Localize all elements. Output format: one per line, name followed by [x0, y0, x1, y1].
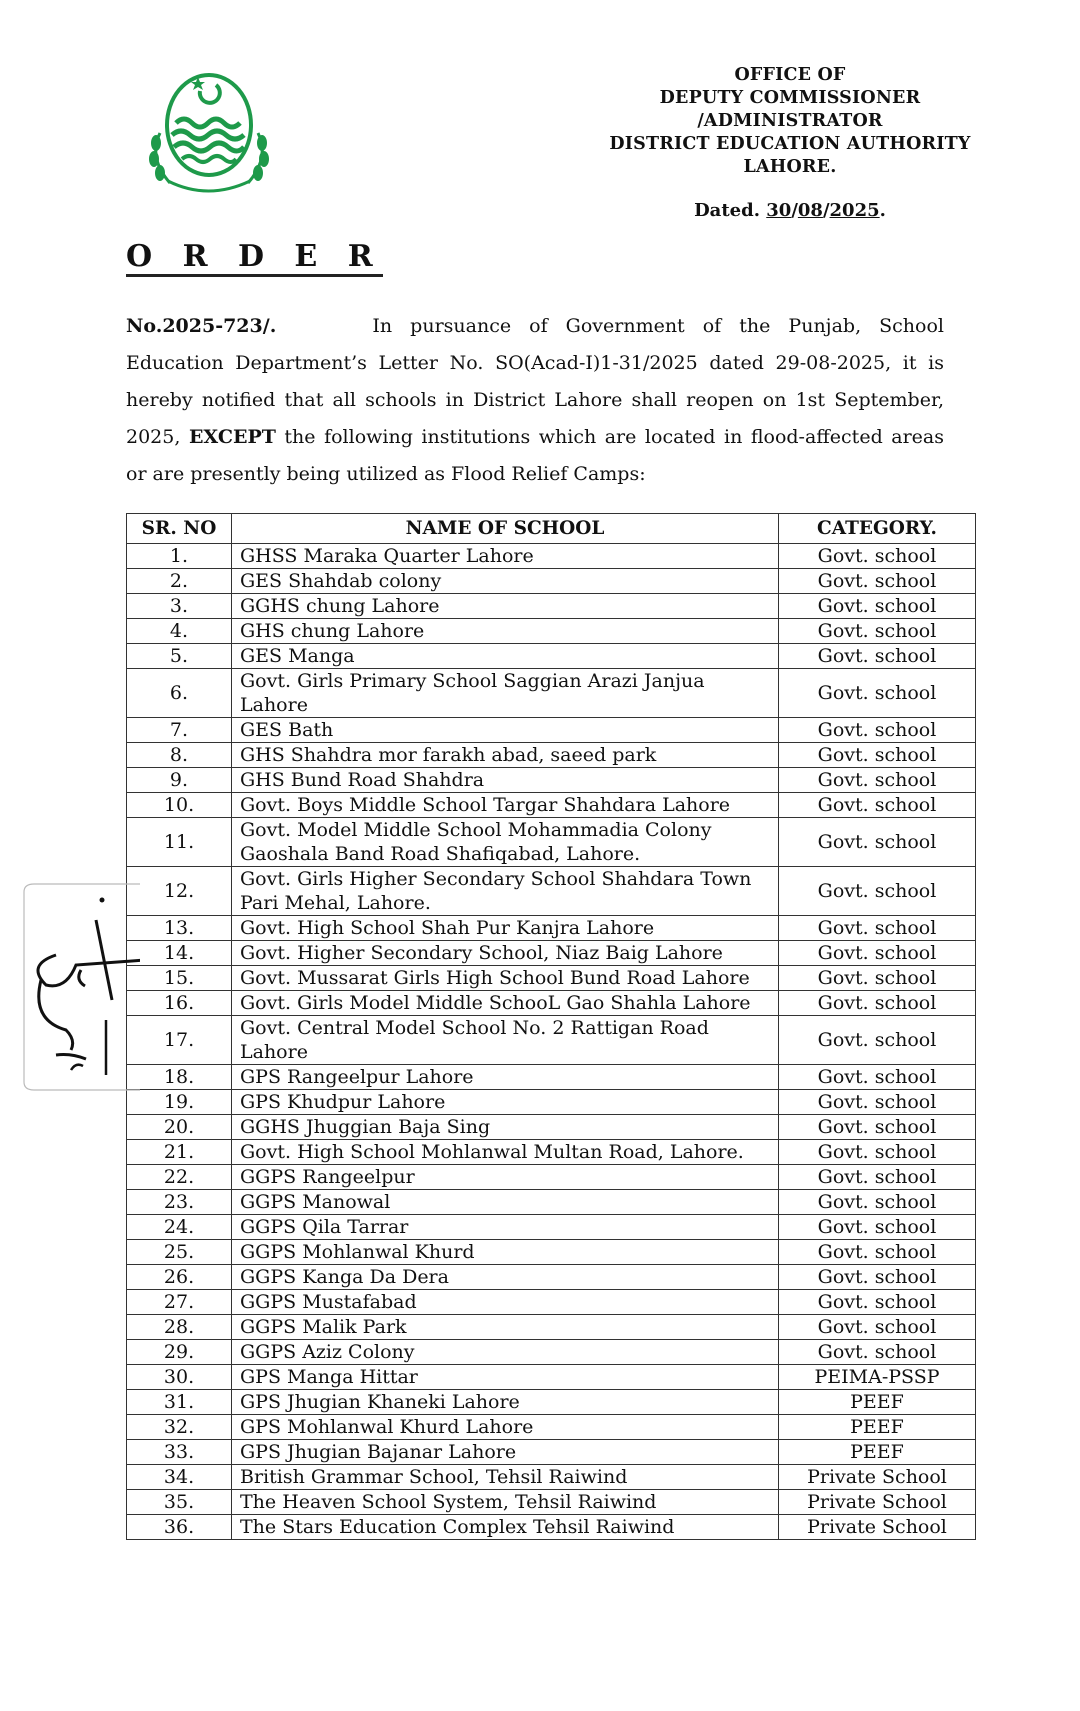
row-school-name: GES Bath: [232, 718, 779, 743]
row-school-name: GPS Manga Hittar: [232, 1365, 779, 1390]
row-sr-no: 24.: [127, 1215, 232, 1240]
table-row: [127, 1090, 976, 1115]
row-school-name: GES Shahdab colony: [232, 569, 779, 594]
row-school-name: GPS Jhugian Khaneki Lahore: [232, 1390, 779, 1415]
office-line: /ADMINISTRATOR: [697, 111, 883, 131]
table-row: [127, 594, 976, 619]
table-row: [127, 1190, 976, 1215]
row-school-name: Govt. High School Shah Pur Kanjra Lahore: [232, 916, 779, 941]
row-category: Govt. school: [779, 669, 976, 718]
row-school-name: British Grammar School, Tehsil Raiwind: [232, 1465, 779, 1490]
row-school-name: Govt. Girls Model Middle SchooL Gao Shahla Lahore: [232, 991, 779, 1016]
row-sr-no: 30.: [127, 1365, 232, 1390]
table-row: [127, 941, 976, 966]
row-category: Govt. school: [779, 1190, 976, 1215]
row-school-name: GPS Khudpur Lahore: [232, 1090, 779, 1115]
row-category: Private School: [779, 1490, 976, 1515]
row-school-name: GGPS Kanga Da Dera: [232, 1265, 779, 1290]
office-line: DEPUTY COMMISSIONER: [659, 88, 921, 108]
row-category: Govt. school: [779, 1265, 976, 1290]
row-sr-no: 3.: [127, 594, 232, 619]
table-row: [127, 1115, 976, 1140]
row-sr-no: 5.: [127, 644, 232, 669]
row-category: Govt. school: [779, 916, 976, 941]
row-school-name: Govt. Boys Middle School Targar Shahdara Lahore: [232, 793, 779, 818]
table-row: [127, 619, 976, 644]
table-row: [127, 1240, 976, 1265]
row-sr-no: 26.: [127, 1265, 232, 1290]
row-sr-no: 20.: [127, 1115, 232, 1140]
row-school-name: GGPS Qila Tarrar: [232, 1215, 779, 1240]
row-category: Govt. school: [779, 1315, 976, 1340]
row-sr-no: 29.: [127, 1340, 232, 1365]
emblem-icon: [138, 63, 281, 200]
row-category: Govt. school: [779, 1115, 976, 1140]
row-school-name: Govt. Central Model School No. 2 Rattigan Road Lahore: [232, 1016, 779, 1065]
row-school-name: GPS Mohlanwal Khurd Lahore: [232, 1415, 779, 1440]
order-body: [126, 308, 944, 493]
table-row: [127, 1490, 976, 1515]
table-row: [127, 1415, 976, 1440]
row-category: PEEF: [779, 1390, 976, 1415]
row-sr-no: 11.: [127, 818, 232, 867]
table-row: [127, 793, 976, 818]
table-row: [127, 669, 976, 718]
row-sr-no: 17.: [127, 1016, 232, 1065]
header-category: CATEGORY.: [779, 514, 976, 544]
row-category: Govt. school: [779, 768, 976, 793]
row-sr-no: 31.: [127, 1390, 232, 1415]
row-category: Govt. school: [779, 594, 976, 619]
row-sr-no: 2.: [127, 569, 232, 594]
table-row: [127, 1515, 976, 1540]
row-category: Govt. school: [779, 644, 976, 669]
body-emphasis: EXCEPT: [188, 426, 276, 448]
row-sr-no: 25.: [127, 1240, 232, 1265]
row-sr-no: 12.: [127, 867, 232, 916]
table-row: [127, 1315, 976, 1340]
row-sr-no: 28.: [127, 1315, 232, 1340]
row-sr-no: 21.: [127, 1140, 232, 1165]
row-category: Govt. school: [779, 1340, 976, 1365]
row-school-name: GHS chung Lahore: [232, 619, 779, 644]
punjab-emblem-logo: [138, 63, 281, 200]
row-category: Govt. school: [779, 1240, 976, 1265]
row-school-name: GGPS Aziz Colony: [232, 1340, 779, 1365]
row-school-name: GHSS Maraka Quarter Lahore: [232, 544, 779, 569]
table-row: [127, 718, 976, 743]
table-row: [127, 916, 976, 941]
row-sr-no: 32.: [127, 1415, 232, 1440]
table-row: [127, 644, 976, 669]
signature-initials: [16, 880, 140, 1095]
row-category: Govt. school: [779, 991, 976, 1016]
row-category: Govt. school: [779, 1165, 976, 1190]
row-category: Govt. school: [779, 793, 976, 818]
date-day: 30: [766, 200, 792, 221]
date-line: Dated. 30/08/2025.: [694, 200, 886, 221]
row-category: Govt. school: [779, 718, 976, 743]
row-category: PEIMA-PSSP: [779, 1365, 976, 1390]
table-row: [127, 1215, 976, 1240]
row-category: Govt. school: [779, 1290, 976, 1315]
table-row: [127, 991, 976, 1016]
row-school-name: Govt. Higher Secondary School, Niaz Baig Lahore: [232, 941, 779, 966]
row-school-name: The Stars Education Complex Tehsil Raiwind: [232, 1515, 779, 1540]
row-category: Govt. school: [779, 818, 976, 867]
order-title: O R D E R: [126, 240, 383, 277]
row-school-name: GGPS Mustafabad: [232, 1290, 779, 1315]
row-category: Govt. school: [779, 1090, 976, 1115]
row-sr-no: 34.: [127, 1465, 232, 1490]
table-row: [127, 1290, 976, 1315]
row-school-name: GHS Shahdra mor farakh abad, saeed park: [232, 743, 779, 768]
body-text-part2: the following institutions which are located in flood-affected areas or are presently being utilized as Flood Relief Camps:: [126, 426, 944, 485]
row-sr-no: 4.: [127, 619, 232, 644]
table-row: [127, 743, 976, 768]
row-sr-no: 1.: [127, 544, 232, 569]
row-sr-no: 19.: [127, 1090, 232, 1115]
date-year: 2025: [829, 200, 880, 221]
table-row: [127, 1365, 976, 1390]
row-school-name: GGPS Manowal: [232, 1190, 779, 1215]
row-sr-no: 18.: [127, 1065, 232, 1090]
row-sr-no: 36.: [127, 1515, 232, 1540]
table-row: [127, 1390, 976, 1415]
row-category: Private School: [779, 1515, 976, 1540]
row-school-name: GGHS chung Lahore: [232, 594, 779, 619]
row-sr-no: 23.: [127, 1190, 232, 1215]
row-category: Govt. school: [779, 867, 976, 916]
row-sr-no: 7.: [127, 718, 232, 743]
row-sr-no: 27.: [127, 1290, 232, 1315]
table-row: [127, 1440, 976, 1465]
row-category: PEEF: [779, 1440, 976, 1465]
row-category: Govt. school: [779, 941, 976, 966]
row-school-name: GPS Jhugian Bajanar Lahore: [232, 1440, 779, 1465]
table-row: [127, 966, 976, 991]
row-category: Govt. school: [779, 569, 976, 594]
row-sr-no: 10.: [127, 793, 232, 818]
row-category: Govt. school: [779, 619, 976, 644]
row-sr-no: 22.: [127, 1165, 232, 1190]
row-school-name: Govt. Girls Primary School Saggian Arazi Janjua Lahore: [232, 669, 779, 718]
header-school-name: NAME OF SCHOOL: [232, 514, 779, 544]
table-row: [127, 1065, 976, 1090]
table-row: [127, 1016, 976, 1065]
table-row: [127, 1340, 976, 1365]
row-school-name: GHS Bund Road Shahdra: [232, 768, 779, 793]
table-row: [127, 867, 976, 916]
table-row: [127, 818, 976, 867]
schools-table: [126, 513, 976, 1540]
table-row: [127, 569, 976, 594]
table-row: [127, 544, 976, 569]
body-text-part1: In pursuance of Government of the Punjab, School Education Department’s Letter No. SO(Acad-I)1-31/2025 dated 29-08-2025, it is hereby notified that all schools in District Lahore shall reopen on 1st September, 2025,: [126, 315, 945, 448]
row-school-name: The Heaven School System, Tehsil Raiwind: [232, 1490, 779, 1515]
row-sr-no: 6.: [127, 669, 232, 718]
header-sr-no: SR. NO: [127, 514, 232, 544]
reference-number: No.2025-723/.: [126, 315, 277, 337]
row-category: Govt. school: [779, 1016, 976, 1065]
row-school-name: GES Manga: [232, 644, 779, 669]
row-school-name: GGPS Rangeelpur: [232, 1165, 779, 1190]
table-row: [127, 1265, 976, 1290]
table-header-row: [127, 514, 976, 544]
row-sr-no: 16.: [127, 991, 232, 1016]
row-category: PEEF: [779, 1415, 976, 1440]
row-school-name: GGHS Jhuggian Baja Sing: [232, 1115, 779, 1140]
row-sr-no: 8.: [127, 743, 232, 768]
signature-icon: [16, 880, 140, 1095]
office-line: DISTRICT EDUCATION AUTHORITY: [609, 134, 971, 154]
office-line: LAHORE.: [743, 157, 837, 177]
row-school-name: GPS Rangeelpur Lahore: [232, 1065, 779, 1090]
date-month: 08: [797, 200, 823, 221]
dated-label: Dated.: [694, 200, 760, 221]
table-row: [127, 1140, 976, 1165]
row-category: Govt. school: [779, 1065, 976, 1090]
office-line: OFFICE OF: [734, 65, 846, 85]
row-school-name: Govt. Girls Higher Secondary School Shahdara Town Pari Mehal, Lahore.: [232, 867, 779, 916]
row-sr-no: 15.: [127, 966, 232, 991]
row-category: Govt. school: [779, 544, 976, 569]
row-school-name: GGPS Mohlanwal Khurd: [232, 1240, 779, 1265]
row-category: Govt. school: [779, 966, 976, 991]
row-school-name: Govt. Model Middle School Mohammadia Colony Gaoshala Band Road Shafiqabad, Lahore.: [232, 818, 779, 867]
row-category: Private School: [779, 1465, 976, 1490]
row-school-name: Govt. Mussarat Girls High School Bund Road Lahore: [232, 966, 779, 991]
row-school-name: GGPS Malik Park: [232, 1315, 779, 1340]
row-category: Govt. school: [779, 1215, 976, 1240]
row-category: Govt. school: [779, 743, 976, 768]
table-row: [127, 1165, 976, 1190]
row-category: Govt. school: [779, 1140, 976, 1165]
row-sr-no: 9.: [127, 768, 232, 793]
row-sr-no: 13.: [127, 916, 232, 941]
office-header: [600, 64, 980, 179]
table-row: [127, 1465, 976, 1490]
row-sr-no: 33.: [127, 1440, 232, 1465]
row-sr-no: 14.: [127, 941, 232, 966]
row-school-name: Govt. High School Mohlanwal Multan Road, Lahore.: [232, 1140, 779, 1165]
row-sr-no: 35.: [127, 1490, 232, 1515]
table-row: [127, 768, 976, 793]
